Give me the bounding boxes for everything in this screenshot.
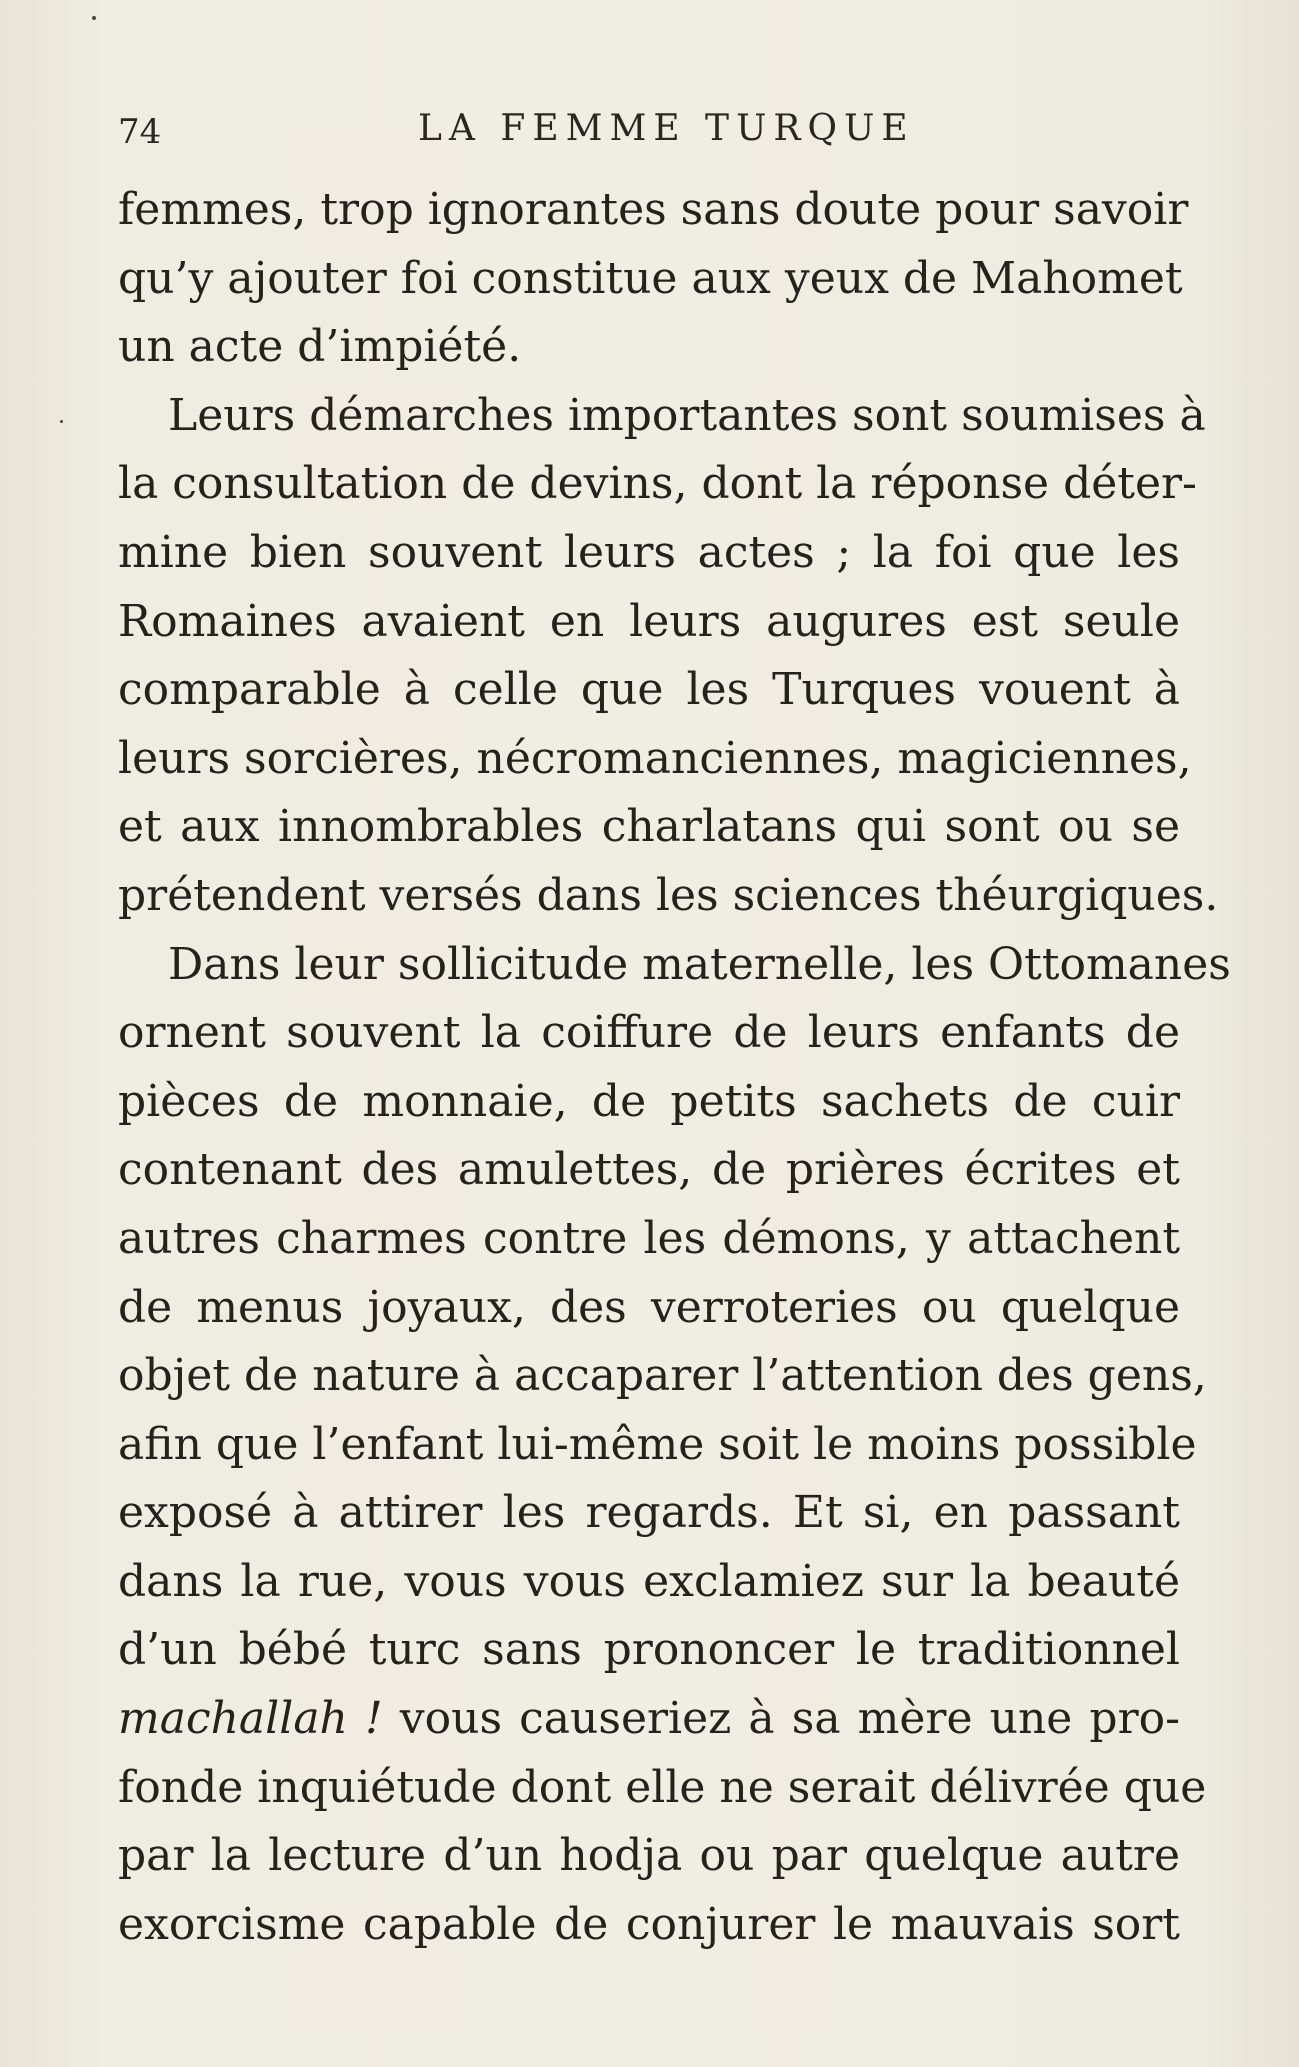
text-line: afin que l’enfant lui-même soit le moins possible	[118, 1418, 1197, 1470]
text-line: ornent souvent la coiffure de leurs enfants de	[118, 1007, 1180, 1059]
ink-speck	[92, 16, 96, 20]
page-number: 74	[118, 112, 162, 152]
running-header	[118, 104, 1178, 164]
text-line: Dans leur sollicitude maternelle, les Ottomanes	[168, 938, 1231, 990]
text-line: de menus joyaux, des verroteries ou quelque	[118, 1281, 1180, 1333]
text-line: la consultation de devins, dont la réponse déter-	[118, 458, 1197, 510]
text-line: exorcisme capable de conjurer le mauvais sort	[118, 1898, 1180, 1950]
text-line: mine bien souvent leurs actes ; la foi que les	[118, 526, 1180, 578]
running-title: LA FEMME TURQUE	[418, 108, 915, 149]
text-line: Romaines avaient en leurs augures est seule	[118, 595, 1180, 647]
text-line: femmes, trop ignorantes sans doute pour savoir	[118, 184, 1189, 235]
text-line: fonde inquiétude dont elle ne serait délivrée que	[118, 1761, 1207, 1813]
text-line: par la lecture d’un hodja ou par quelque autre	[118, 1830, 1180, 1882]
text-line: d’un bébé turc sans prononcer le traditionnel	[118, 1624, 1180, 1676]
text-line: leurs sorcières, nécromanciennes, magiciennes,	[118, 732, 1192, 784]
text-line: exposé à attirer les regards. Et si, en passant	[118, 1487, 1180, 1539]
text-line: contenant des amulettes, de prières écrites et	[118, 1144, 1180, 1196]
text-line: qu’y ajouter foi constitue aux yeux de Mahomet	[118, 252, 1183, 304]
body-text	[118, 176, 1231, 1959]
ink-speck	[60, 420, 63, 423]
text-line: un acte d’impiété.	[118, 321, 522, 373]
text-line: objet de nature à accaparer l’attention des gens,	[118, 1350, 1207, 1402]
text-line: dans la rue, vous vous exclamiez sur la beauté	[118, 1555, 1180, 1607]
text-line: comparable à celle que les Turques vouent à	[118, 664, 1180, 716]
italic-term: machallah !	[118, 1693, 383, 1745]
text-line: prétendent versés dans les sciences théurgiques.	[118, 869, 1219, 921]
text-line: et aux innombrables charlatans qui sont ou se	[118, 801, 1180, 853]
text-line: pièces de monnaie, de petits sachets de cuir	[118, 1075, 1180, 1127]
text-line: Leurs démarches importantes sont soumises à	[168, 389, 1206, 441]
text-line-rest: vous causeriez à sa mère une pro-	[399, 1693, 1180, 1745]
text-line: autres charmes contre les démons, y attachent	[118, 1212, 1180, 1264]
text-line-with-italic	[118, 1685, 1180, 1754]
